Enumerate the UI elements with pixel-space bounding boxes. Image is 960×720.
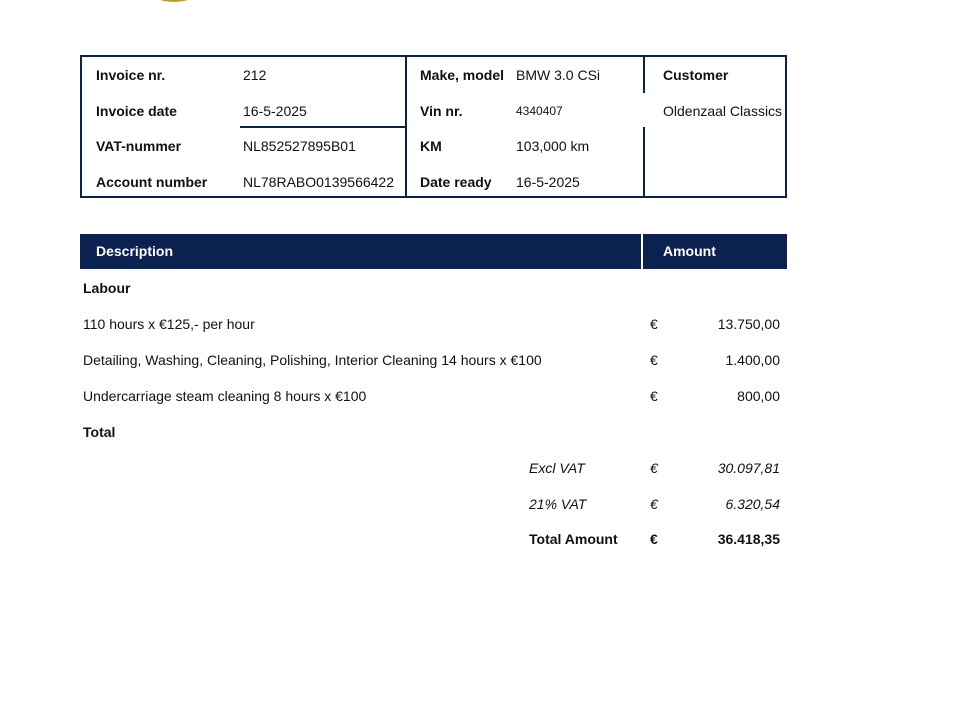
invoice-info-box: [80, 55, 787, 198]
line-item-description: Undercarriage steam cleaning 8 hours x €100: [83, 388, 367, 404]
vat-amount: 6.320,54: [725, 496, 780, 512]
line-item-amount: 13.750,00: [717, 316, 780, 332]
invoice-date-label: Invoice date: [96, 103, 177, 119]
total-amount-currency: €: [650, 531, 658, 547]
vin-value: 4340407: [516, 104, 563, 118]
vin-label: Vin nr.: [420, 103, 463, 119]
section-total: Total: [83, 424, 116, 440]
invoice-nr-label: Invoice nr.: [96, 67, 166, 83]
invoice-date-value: 16-5-2025: [243, 103, 307, 119]
amount-header: Amount: [663, 243, 716, 259]
total-amount-value: 36.418,35: [717, 531, 780, 547]
line-item-amount: 800,00: [737, 388, 780, 404]
vat-number-value: NL852527895B01: [243, 138, 356, 154]
section-labour: Labour: [83, 280, 131, 296]
line-items-header: [80, 234, 787, 269]
km-value: 103,000 km: [516, 138, 590, 154]
invoice-nr-value: 212: [243, 67, 267, 83]
line-item-description: Detailing, Washing, Cleaning, Polishing, Interior Cleaning 14 hours x €100: [83, 352, 542, 368]
company-logo: [136, 0, 212, 2]
vat-currency: €: [650, 496, 658, 512]
divider: [643, 57, 645, 93]
line-item-amount: 1.400,00: [725, 352, 780, 368]
description-header: Description: [96, 243, 174, 259]
divider: [643, 127, 645, 196]
date-ready-label: Date ready: [420, 174, 492, 190]
excl-vat-amount: 30.097,81: [717, 460, 780, 476]
vat-label: 21% VAT: [529, 496, 587, 512]
total-amount-label: Total Amount: [529, 531, 618, 547]
account-number-label: Account number: [96, 174, 208, 190]
vat-number-label: VAT-nummer: [96, 138, 182, 154]
line-item-currency: €: [650, 352, 658, 368]
line-item-currency: €: [650, 388, 658, 404]
km-label: KM: [420, 138, 442, 154]
divider: [240, 126, 406, 128]
header-divider: [641, 234, 643, 269]
excl-vat-currency: €: [650, 460, 658, 476]
excl-vat-label: Excl VAT: [529, 460, 585, 476]
line-item-description: 110 hours x €125,- per hour: [83, 316, 255, 332]
account-number-value: NL78RABO0139566422: [243, 174, 395, 190]
date-ready-value: 16-5-2025: [516, 174, 580, 190]
make-model-label: Make, model: [420, 67, 505, 83]
customer-label: Customer: [663, 67, 729, 83]
customer-value: Oldenzaal Classics: [663, 103, 783, 119]
make-model-value: BMW 3.0 CSi: [516, 67, 601, 83]
line-item-currency: €: [650, 316, 658, 332]
